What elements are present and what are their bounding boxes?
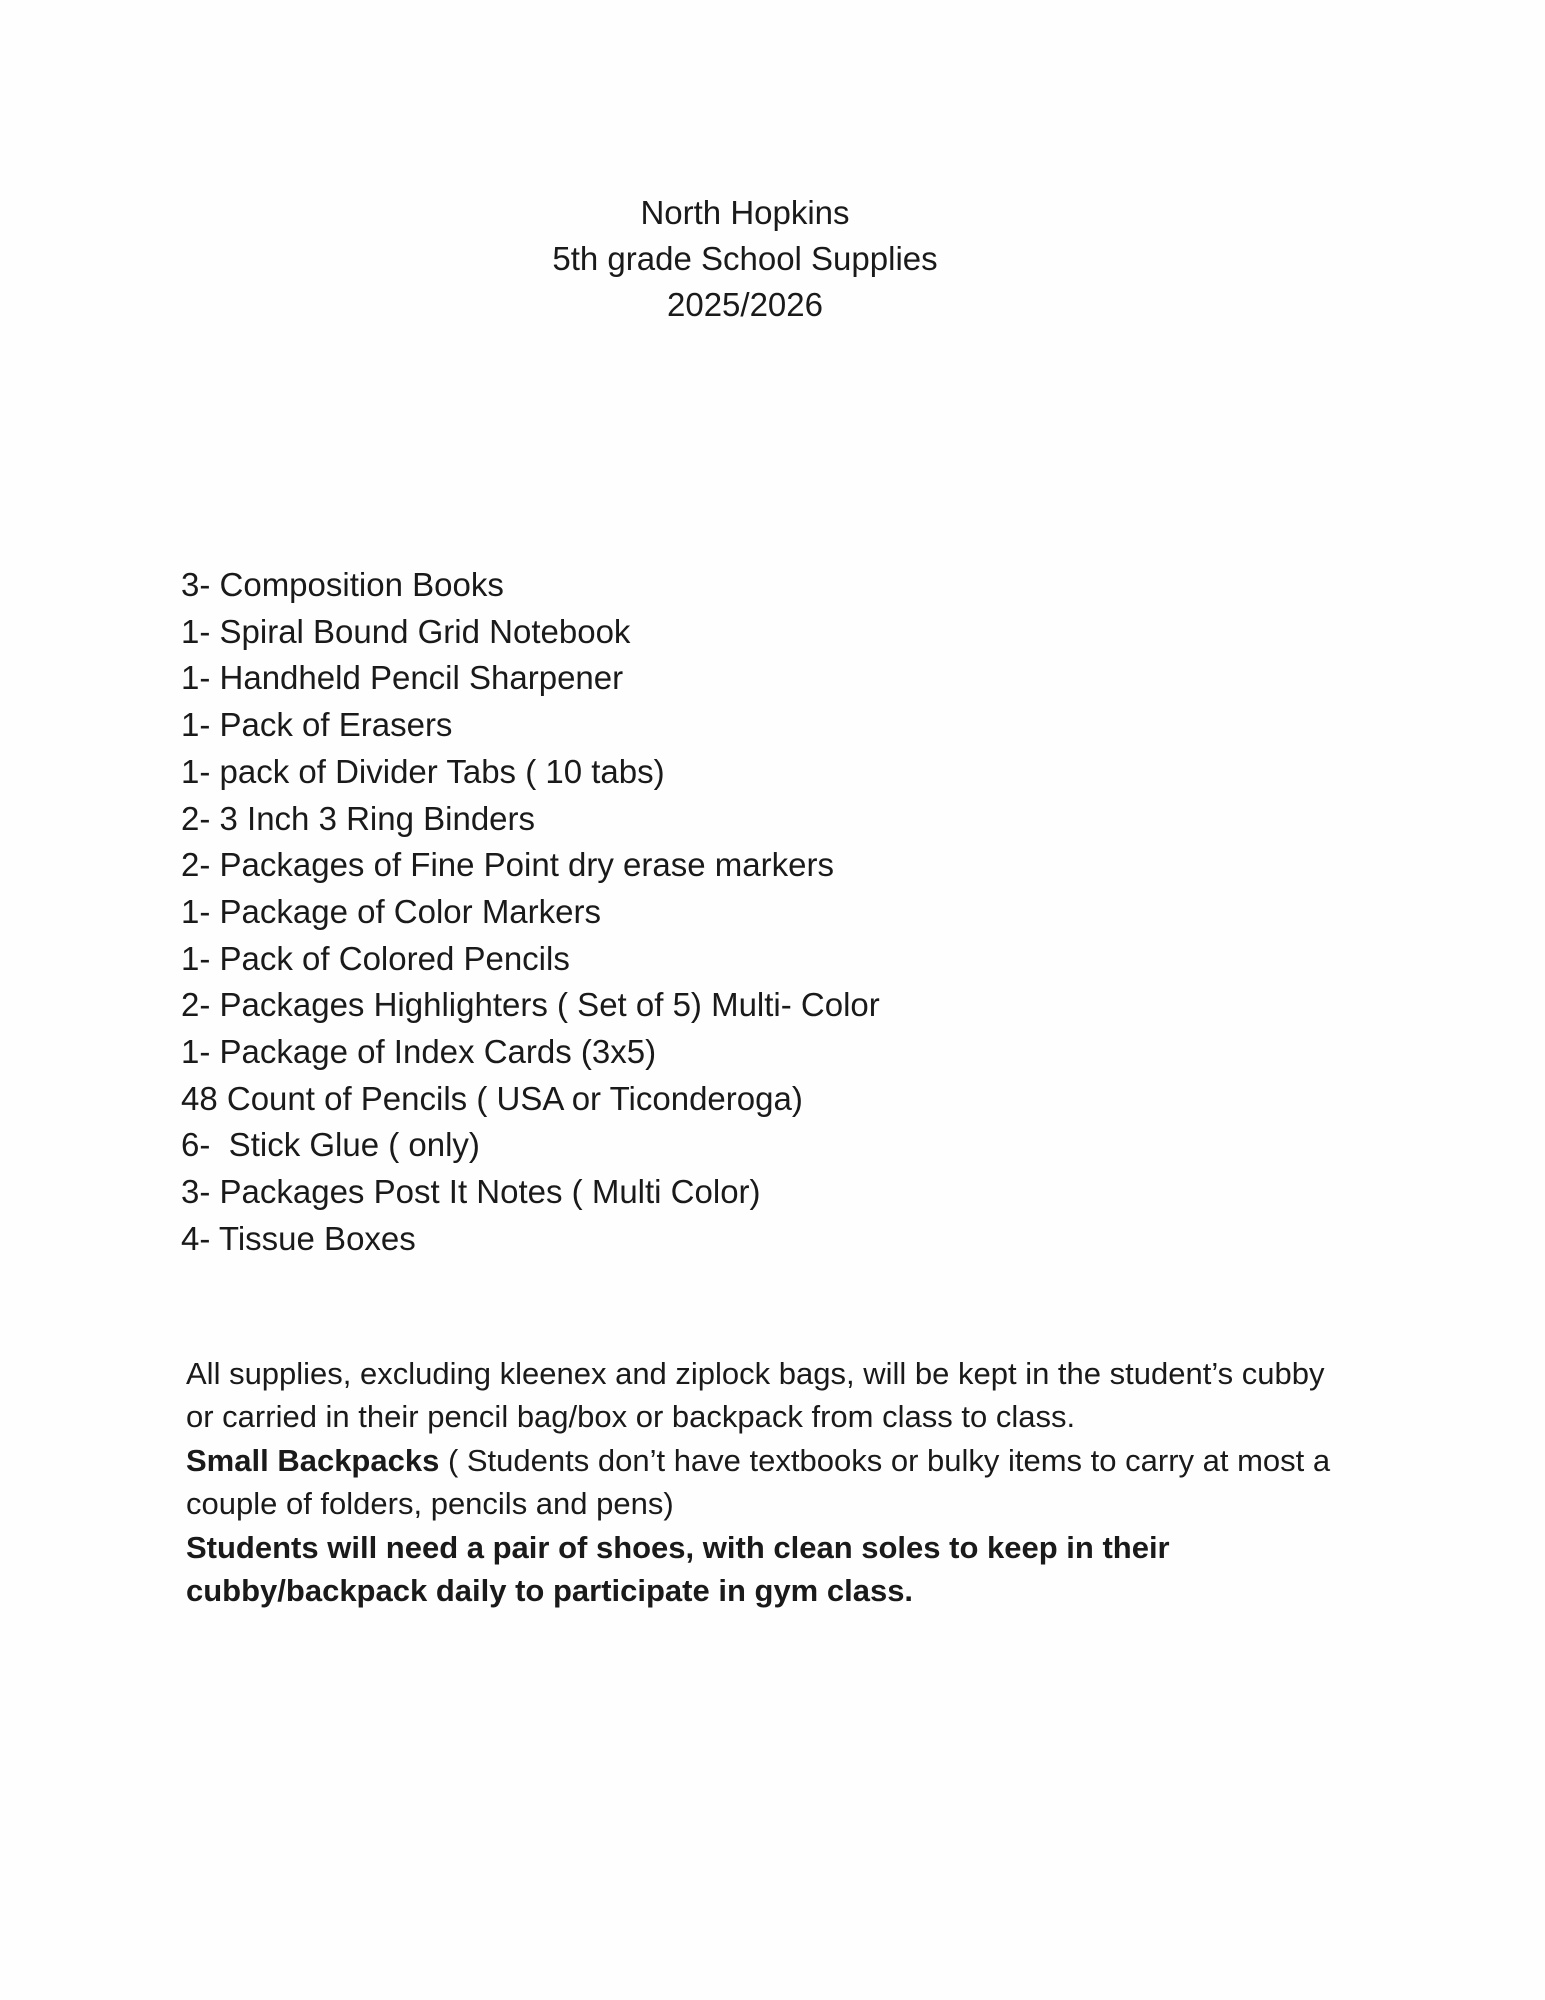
supply-item: 1- Package of Index Cards (3x5) [181, 1033, 657, 1071]
storage-note: All supplies, excluding kleenex and ziplock bags, will be kept in the student’s cubby or carried in their pencil bag/box or backpack from class to class. [186, 1356, 1325, 1435]
supply-item: 3- Packages Post It Notes ( Multi Color) [181, 1173, 761, 1211]
document-header [0, 190, 1490, 328]
supply-item: 4- Tissue Boxes [181, 1219, 416, 1257]
supply-item: 6- Stick Glue ( only) [181, 1126, 480, 1164]
school-year: 2025/2026 [667, 286, 823, 323]
notes-section [186, 1352, 1336, 1612]
backpack-text: ( Students don’t have textbooks or bulky items to carry at most a couple of folders, pencils and pens) [186, 1442, 1331, 1522]
supply-item: 1- Handheld Pencil Sharpener [181, 659, 624, 697]
supply-item: 1- Pack of Colored Pencils [181, 939, 570, 977]
supply-item: 48 Count of Pencils ( USA or Ticonderoga) [181, 1079, 803, 1117]
supply-item: 2- 3 Inch 3 Ring Binders [181, 799, 536, 837]
supply-item: 2- Packages of Fine Point dry erase markers [181, 846, 834, 884]
document-title: 5th grade School Supplies [552, 240, 938, 277]
backpack-note [186, 1439, 1336, 1526]
shoes-note: Students will need a pair of shoes, with clean soles to keep in their cubby/backpack daily to participate in gym class. [186, 1529, 1170, 1609]
supply-item: 1- pack of Divider Tabs ( 10 tabs) [181, 752, 665, 790]
school-name: North Hopkins [640, 194, 850, 231]
supply-item: 2- Packages Highlighters ( Set of 5) Multi- Color [181, 986, 880, 1024]
supply-item: 1- Package of Color Markers [181, 892, 601, 930]
supply-list [181, 562, 880, 1263]
backpack-label: Small Backpacks [186, 1442, 440, 1478]
supply-item: 1- Pack of Erasers [181, 706, 453, 744]
supply-item: 3- Composition Books [181, 566, 504, 603]
supply-item: 1- Spiral Bound Grid Notebook [181, 612, 631, 650]
